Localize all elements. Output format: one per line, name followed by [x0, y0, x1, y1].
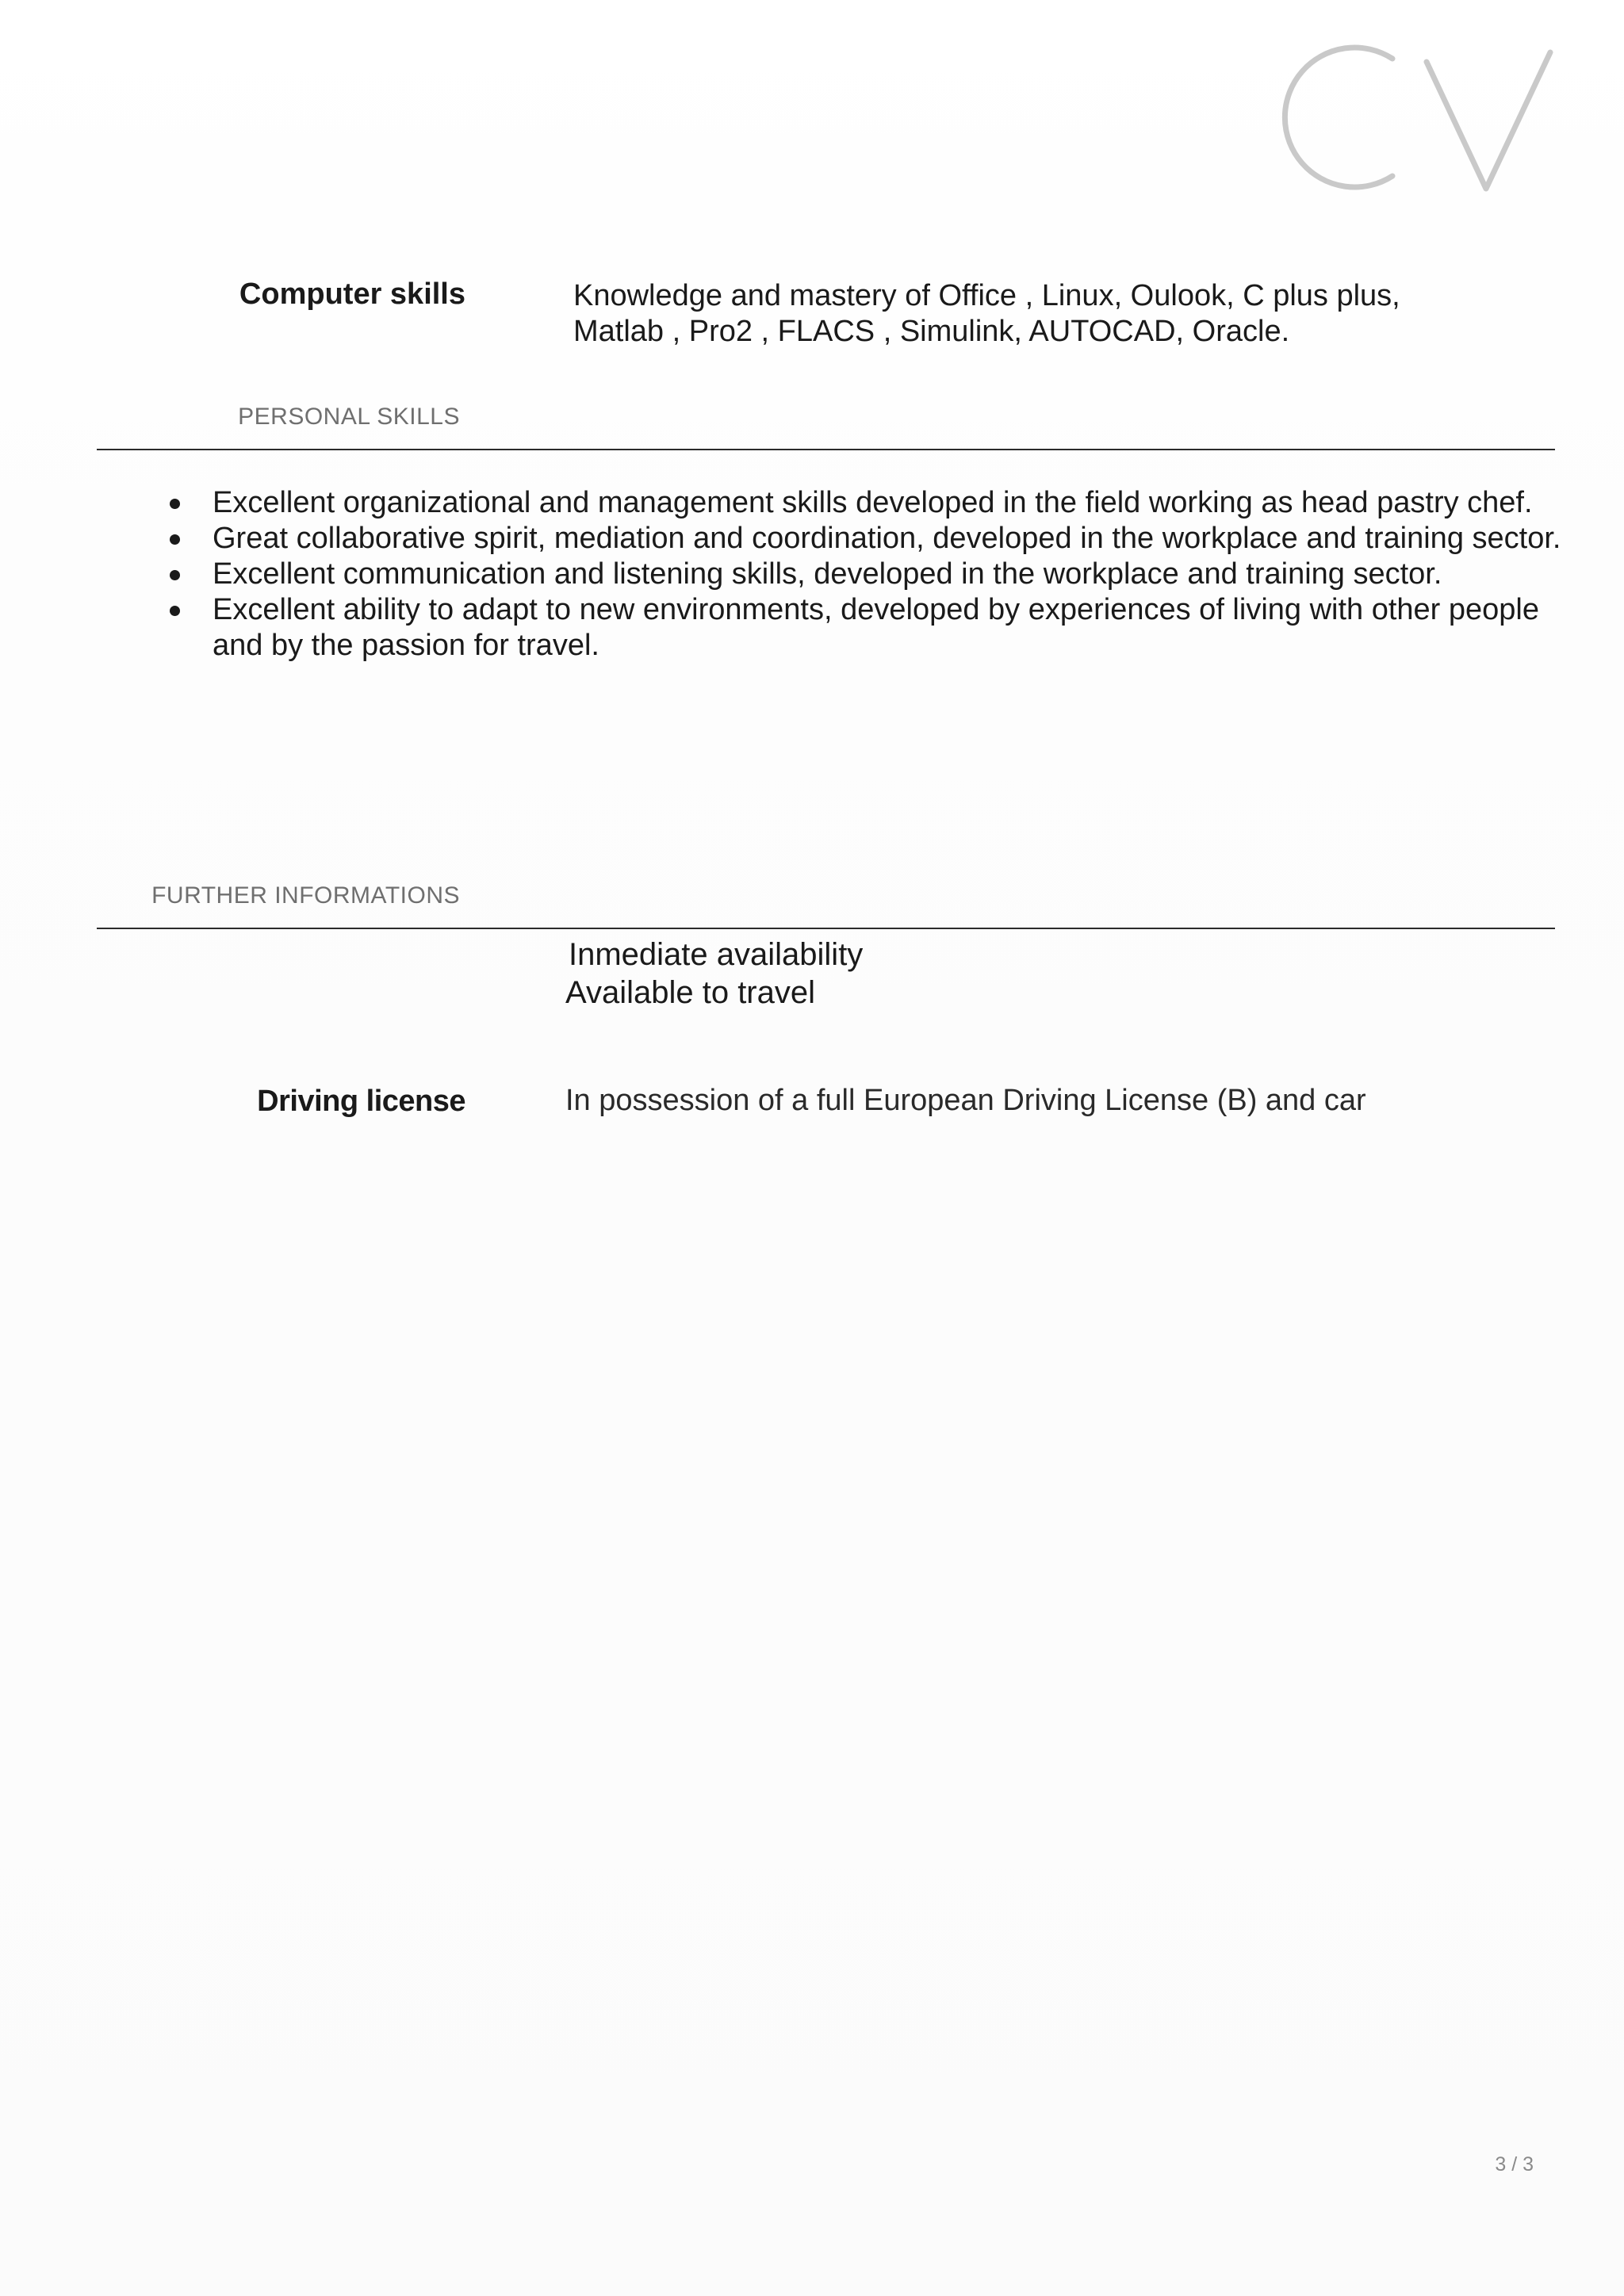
- driving-license-label: Driving license: [257, 1085, 465, 1118]
- list-item-text: Excellent ability to adapt to new environments, developed by experiences of living with other people and by the passion for travel.: [213, 593, 1540, 662]
- bullet-icon: [170, 499, 180, 509]
- personal-skills-rule: [97, 449, 1555, 450]
- list-item-text: Excellent organizational and management skills developed in the field working as head pastry chef.: [213, 486, 1533, 519]
- computer-skills-line-2: Matlab , Pro2 , FLACS , Simulink, AUTOCAD, Oracle.: [573, 315, 1290, 348]
- bullet-icon: [170, 534, 180, 545]
- list-item: [167, 521, 1562, 557]
- further-informations-rule: [97, 928, 1555, 929]
- driving-license-value: In possession of a full European Driving License (B) and car: [565, 1084, 1366, 1117]
- availability-line-2: Available to travel: [565, 975, 815, 1010]
- personal-skills-list: [167, 485, 1562, 664]
- list-item: [167, 592, 1562, 664]
- list-item-text: Excellent communication and listening skills, developed in the workplace and training sector.: [213, 557, 1442, 591]
- availability-line-1: Inmediate availability: [569, 937, 864, 972]
- personal-skills-heading: PERSONAL SKILLS: [238, 404, 460, 430]
- cv-logo: [1266, 41, 1561, 203]
- list-item-text: Great collaborative spirit, mediation and coordination, developed in the workplace and training sector.: [213, 522, 1561, 555]
- bullet-icon: [170, 570, 180, 580]
- computer-skills-line-1: Knowledge and mastery of Office , Linux, Oulook, C plus plus,: [573, 279, 1400, 312]
- page-number: 3 / 3: [1495, 2153, 1534, 2175]
- computer-skills-label: Computer skills: [239, 277, 465, 311]
- bullet-icon: [170, 606, 180, 616]
- list-item: [167, 485, 1562, 521]
- further-informations-heading: FURTHER INFORMATIONS: [151, 882, 460, 909]
- list-item: [167, 557, 1562, 592]
